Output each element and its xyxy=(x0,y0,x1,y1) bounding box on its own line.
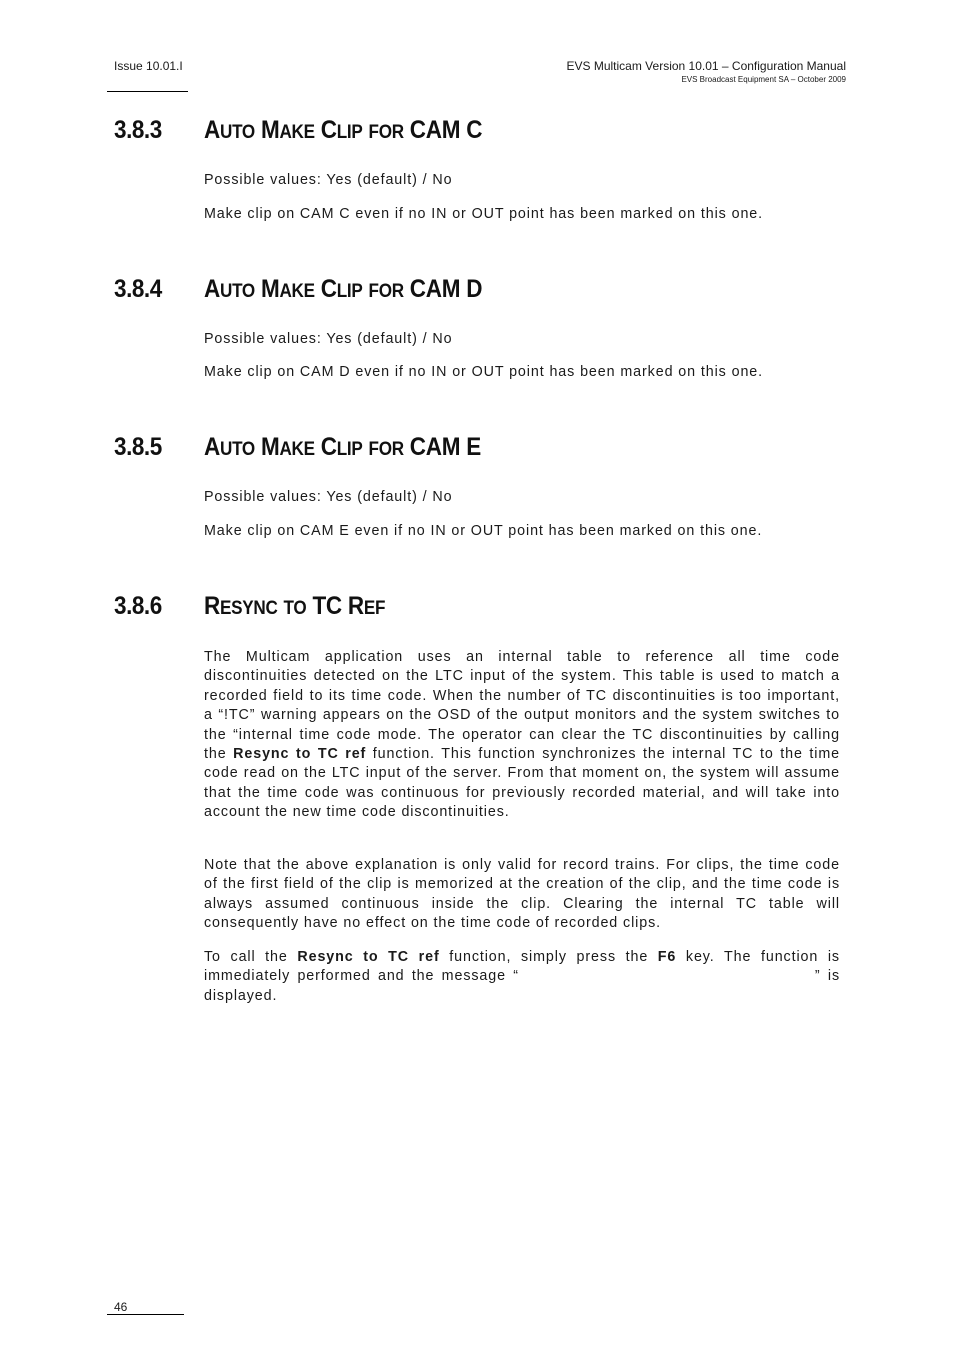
header-rule xyxy=(107,91,188,92)
description: Make clip on CAM D even if no IN or OUT point has been marked on this one. xyxy=(204,364,764,380)
description: Make clip on CAM E even if no IN or OUT point has been marked on this one. xyxy=(204,523,763,539)
company-line: EVS Broadcast Equipment SA – October 2009 xyxy=(681,75,846,84)
possible-values: Possible values: Yes (default) / No xyxy=(204,331,453,347)
section-number: 3.8.3 xyxy=(114,116,162,144)
section-title: AUTO MAKE CLIP FOR CAM C xyxy=(204,116,483,144)
intro-paragraph: The Multicam application uses an internal table to reference all time code discontinuities detected on the LTC input of the system. This table is used to match a recorded field to its time code. When the number of TC discontinuities is too important, a “!TC” warning appears on the OSD of the output monitors and the system switches to the “internal time code mode. The operator can clear the TC discontinuities by calling the Resync to TC ref function. This function synchronizes the internal TC to the time code read on the LTC input of the server. From that moment on, the system will assume that the time code was continuous for previously recorded material, and will take into account the new time code discontinuities. xyxy=(204,649,840,821)
resync-function-name: Resync to TC ref xyxy=(233,746,367,763)
resync-function-name: Resync to TC ref xyxy=(297,949,440,965)
f6-key: F6 xyxy=(657,949,677,965)
header-right xyxy=(567,59,847,84)
manual-title: EVS Multicam Version 10.01 – Configuration Manual xyxy=(566,59,846,73)
note-paragraph: Note that the above explanation is only valid for record trains. For clips, the time code of the first field of the clip is memorized at the creation of the clip, and the time code is always assumed continuous inside the clip. Clearing the internal TC table will consequently have no effect on the time code of recorded clips. xyxy=(204,857,840,932)
section-number: 3.8.4 xyxy=(114,275,162,303)
possible-values: Possible values: Yes (default) / No xyxy=(204,489,453,505)
section-number: 3.8.5 xyxy=(114,433,162,461)
usage-paragraph: To call the Resync to TC ref function, simply press the F6 key. The function is immediately performed and the message “ ” is displayed. xyxy=(204,949,840,1004)
section-title: AUTO MAKE CLIP FOR CAM E xyxy=(204,433,481,461)
footer-rule xyxy=(107,1314,184,1315)
description: Make clip on CAM C even if no IN or OUT point has been marked on this one. xyxy=(204,206,764,222)
possible-values: Possible values: Yes (default) / No xyxy=(204,172,453,188)
issue-label: Issue 10.01.I xyxy=(114,59,183,73)
section-number: 3.8.6 xyxy=(114,592,162,620)
section-title: RESYNC TO TC REF xyxy=(204,592,386,620)
page-number: 46 xyxy=(114,1300,128,1314)
section-title: AUTO MAKE CLIP FOR CAM D xyxy=(204,275,483,303)
